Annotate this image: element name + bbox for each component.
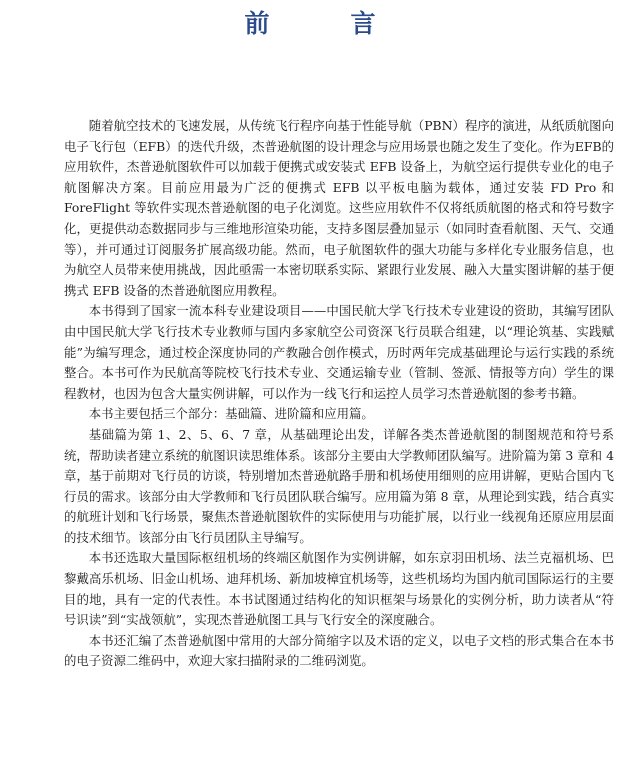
paragraph-5: 本书还选取大量国际枢纽机场的终端区航图作为实例讲解，如东京羽田机场、法兰克福机场、巴黎戴高乐机场、旧金山机场、迪拜机场、新加坡樟宜机场等，这些机场均为国内航司国际运行的主要目的地，具有一定的代表性。本书试图通过结构化的知识框架与场景化的实例分析，助力读者从“符号识读”到“实战领航”，实现杰普逊航图工具与飞行安全的深度融合。 — [64, 550, 614, 628]
paragraph-2: 本书得到了国家一流本科专业建设项目——中国民航大学飞行技术专业建设的资助，其编写团队由中国民航大学飞行技术专业教师与国内多家航空公司资深飞行员联合组建，以“理论筑基、实践赋能”为编写理念，通过校企深度协同的产教融合创作模式，历时两年完成基础理论与运行实践的系统整合。本书可作为民航高等院校飞行技术专业、交通运输专业（管制、签派、情报等方向）学生的课程教材，也因为包含大量实例讲解，可以作为一线飞行和运控人员学习杰普逊航图的参考书籍。 — [64, 303, 614, 401]
paragraph-1: 随着航空技术的飞速发展，从传统飞行程序向基于性能导航（PBN）程序的演进，从纸质航图向电子飞行包（EFB）的迭代升级，杰普逊航图的设计理念与应用场景也随之发生了变化。作为EFB的应用软件，杰普逊航图软件可以加载于便携式或安装式 EFB 设备上，为航空运行提供专业化的电子航图解决方案。目前应用最为广泛的便携式 EFB 以平板电脑为载体，通过安装 FD Pro 和 ForeFlight 等软件实现杰普逊航图的电子化浏览。这些应用软件不仅将纸质航图的格式和符号数字化，更提供动态数据同步与三维地形渲染功能，支持多图层叠加显示（如同时查看航图、天气、交通等），并可通过订阅服务扩展高级功能。然而，电子航图软件的强大功能与多样化专业服务信息，也为航空人员带来使用挑战，因此亟需一本密切联系实际、紧跟行业发展、融入大量实图讲解的基于便携式 EFB 设备的杰普逊航图应用教程。 — [64, 118, 614, 298]
page-title: 前 言 — [244, 9, 404, 38]
paragraph-6: 本书还汇编了杰普逊航图中常用的大部分简缩字以及术语的定义，以电子文档的形式集合在本书的电子资源二维码中，欢迎大家扫描附录的二维码浏览。 — [64, 632, 614, 669]
preface-body — [64, 116, 614, 672]
paragraph-3: 本书主要包括三个部分：基础篇、进阶篇和应用篇。 — [88, 406, 374, 422]
paragraph-4: 基础篇为第 1、2、5、6、7 章，从基础理论出发，详解各类杰普逊航图的制图规范和符号系统，帮助读者建立系统的航图识读思维体系。该部分主要由大学教师团队编写。进阶篇为第 3 章和 4 章，基于前期对飞行员的访谈，特别增加杰普逊航路手册和机场使用细则的应用讲解，更贴合国内飞行员的需求。该部分由大学教师和飞行员团队联合编写。应用篇为第 8 章，从理论到实践，结合真实的航班计划和飞行场景，聚焦杰普逊航图软件的实际使用与功能扩展，以行业一线视角还原应用层面的技术细节。该部分由飞行员团队主导编写。 — [64, 426, 614, 545]
